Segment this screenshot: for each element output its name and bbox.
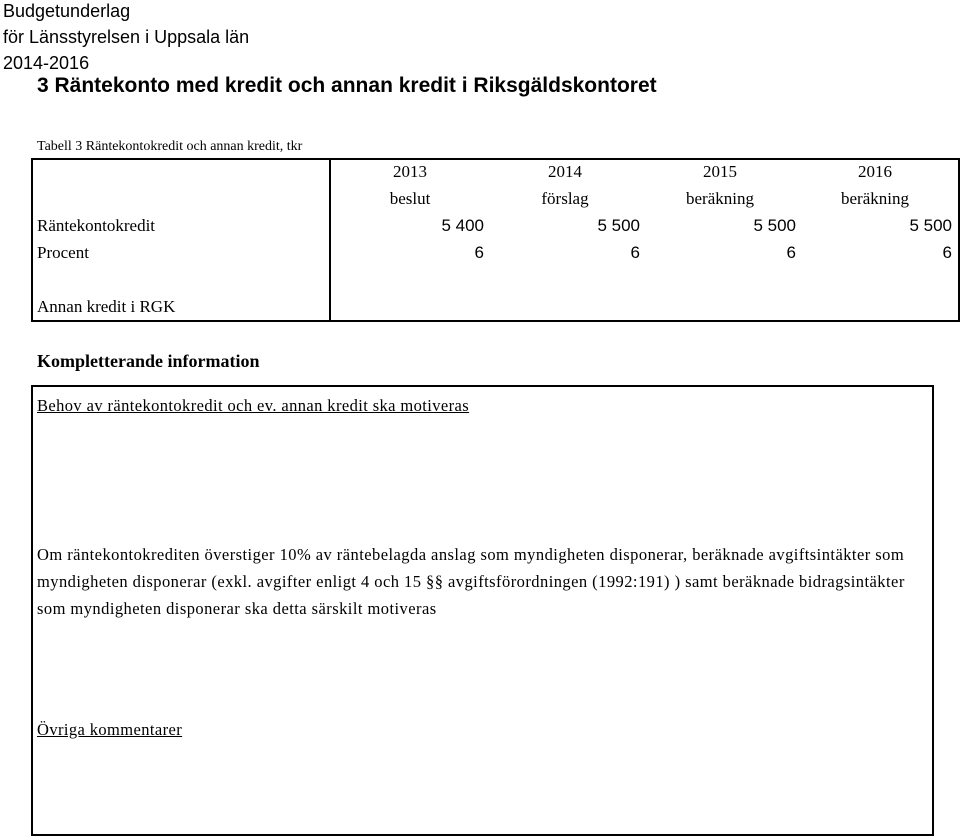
table-divider [329,158,331,322]
year-header: 2016 [858,162,892,181]
type-header: beräkning [841,189,909,208]
table-cell: 6 [474,243,484,262]
year-header: 2015 [703,162,737,181]
type-header: beslut [389,189,431,208]
doc-header-line1: Budgetunderlag [3,1,131,21]
table-cell: 6 [786,243,796,262]
section-title-kompletterande: Kompletterande information [37,351,260,371]
table-cell: 5 500 [909,216,952,235]
table-cell: 6 [630,243,640,262]
table-caption: Tabell 3 Räntekontokredit och annan kredit, tkr [37,139,303,154]
row-label-rantekontokredit: Räntekontokredit [37,216,156,235]
row-label-annan-kredit: Annan kredit i RGK [37,297,176,316]
type-header: förslag [541,189,589,208]
doc-header-line2: för Länsstyrelsen i Uppsala län [3,27,250,47]
need-heading: Behov av räntekontokredit och ev. annan kredit ska motiveras [37,396,470,415]
page-title: 3 Räntekonto med kredit och annan kredit i Riksgäldskontoret [37,74,657,97]
table-cell: 6 [942,243,952,262]
year-header: 2013 [393,162,427,181]
row-label-procent: Procent [37,243,89,262]
type-header: beräkning [686,189,754,208]
table-cell: 5 400 [441,216,484,235]
other-comments-heading: Övriga kommentarer [37,720,183,739]
table-cell: 5 500 [753,216,796,235]
motivation-paragraph: Om räntekontokrediten överstiger 10% av räntebelagda anslag som myndigheten disponerar, beräknade avgiftsintäkter som myndigheten disponerar (exkl. avgifter enligt 4 och 15 §§ avgiftsförordningen (1992:191) ) samt beräknade bidragsintäkter som myndigheten disponerar ska detta särskilt motiveras [37,545,905,618]
year-header: 2014 [548,162,582,181]
table-cell: 5 500 [597,216,640,235]
doc-header-line3: 2014-2016 [3,53,90,73]
